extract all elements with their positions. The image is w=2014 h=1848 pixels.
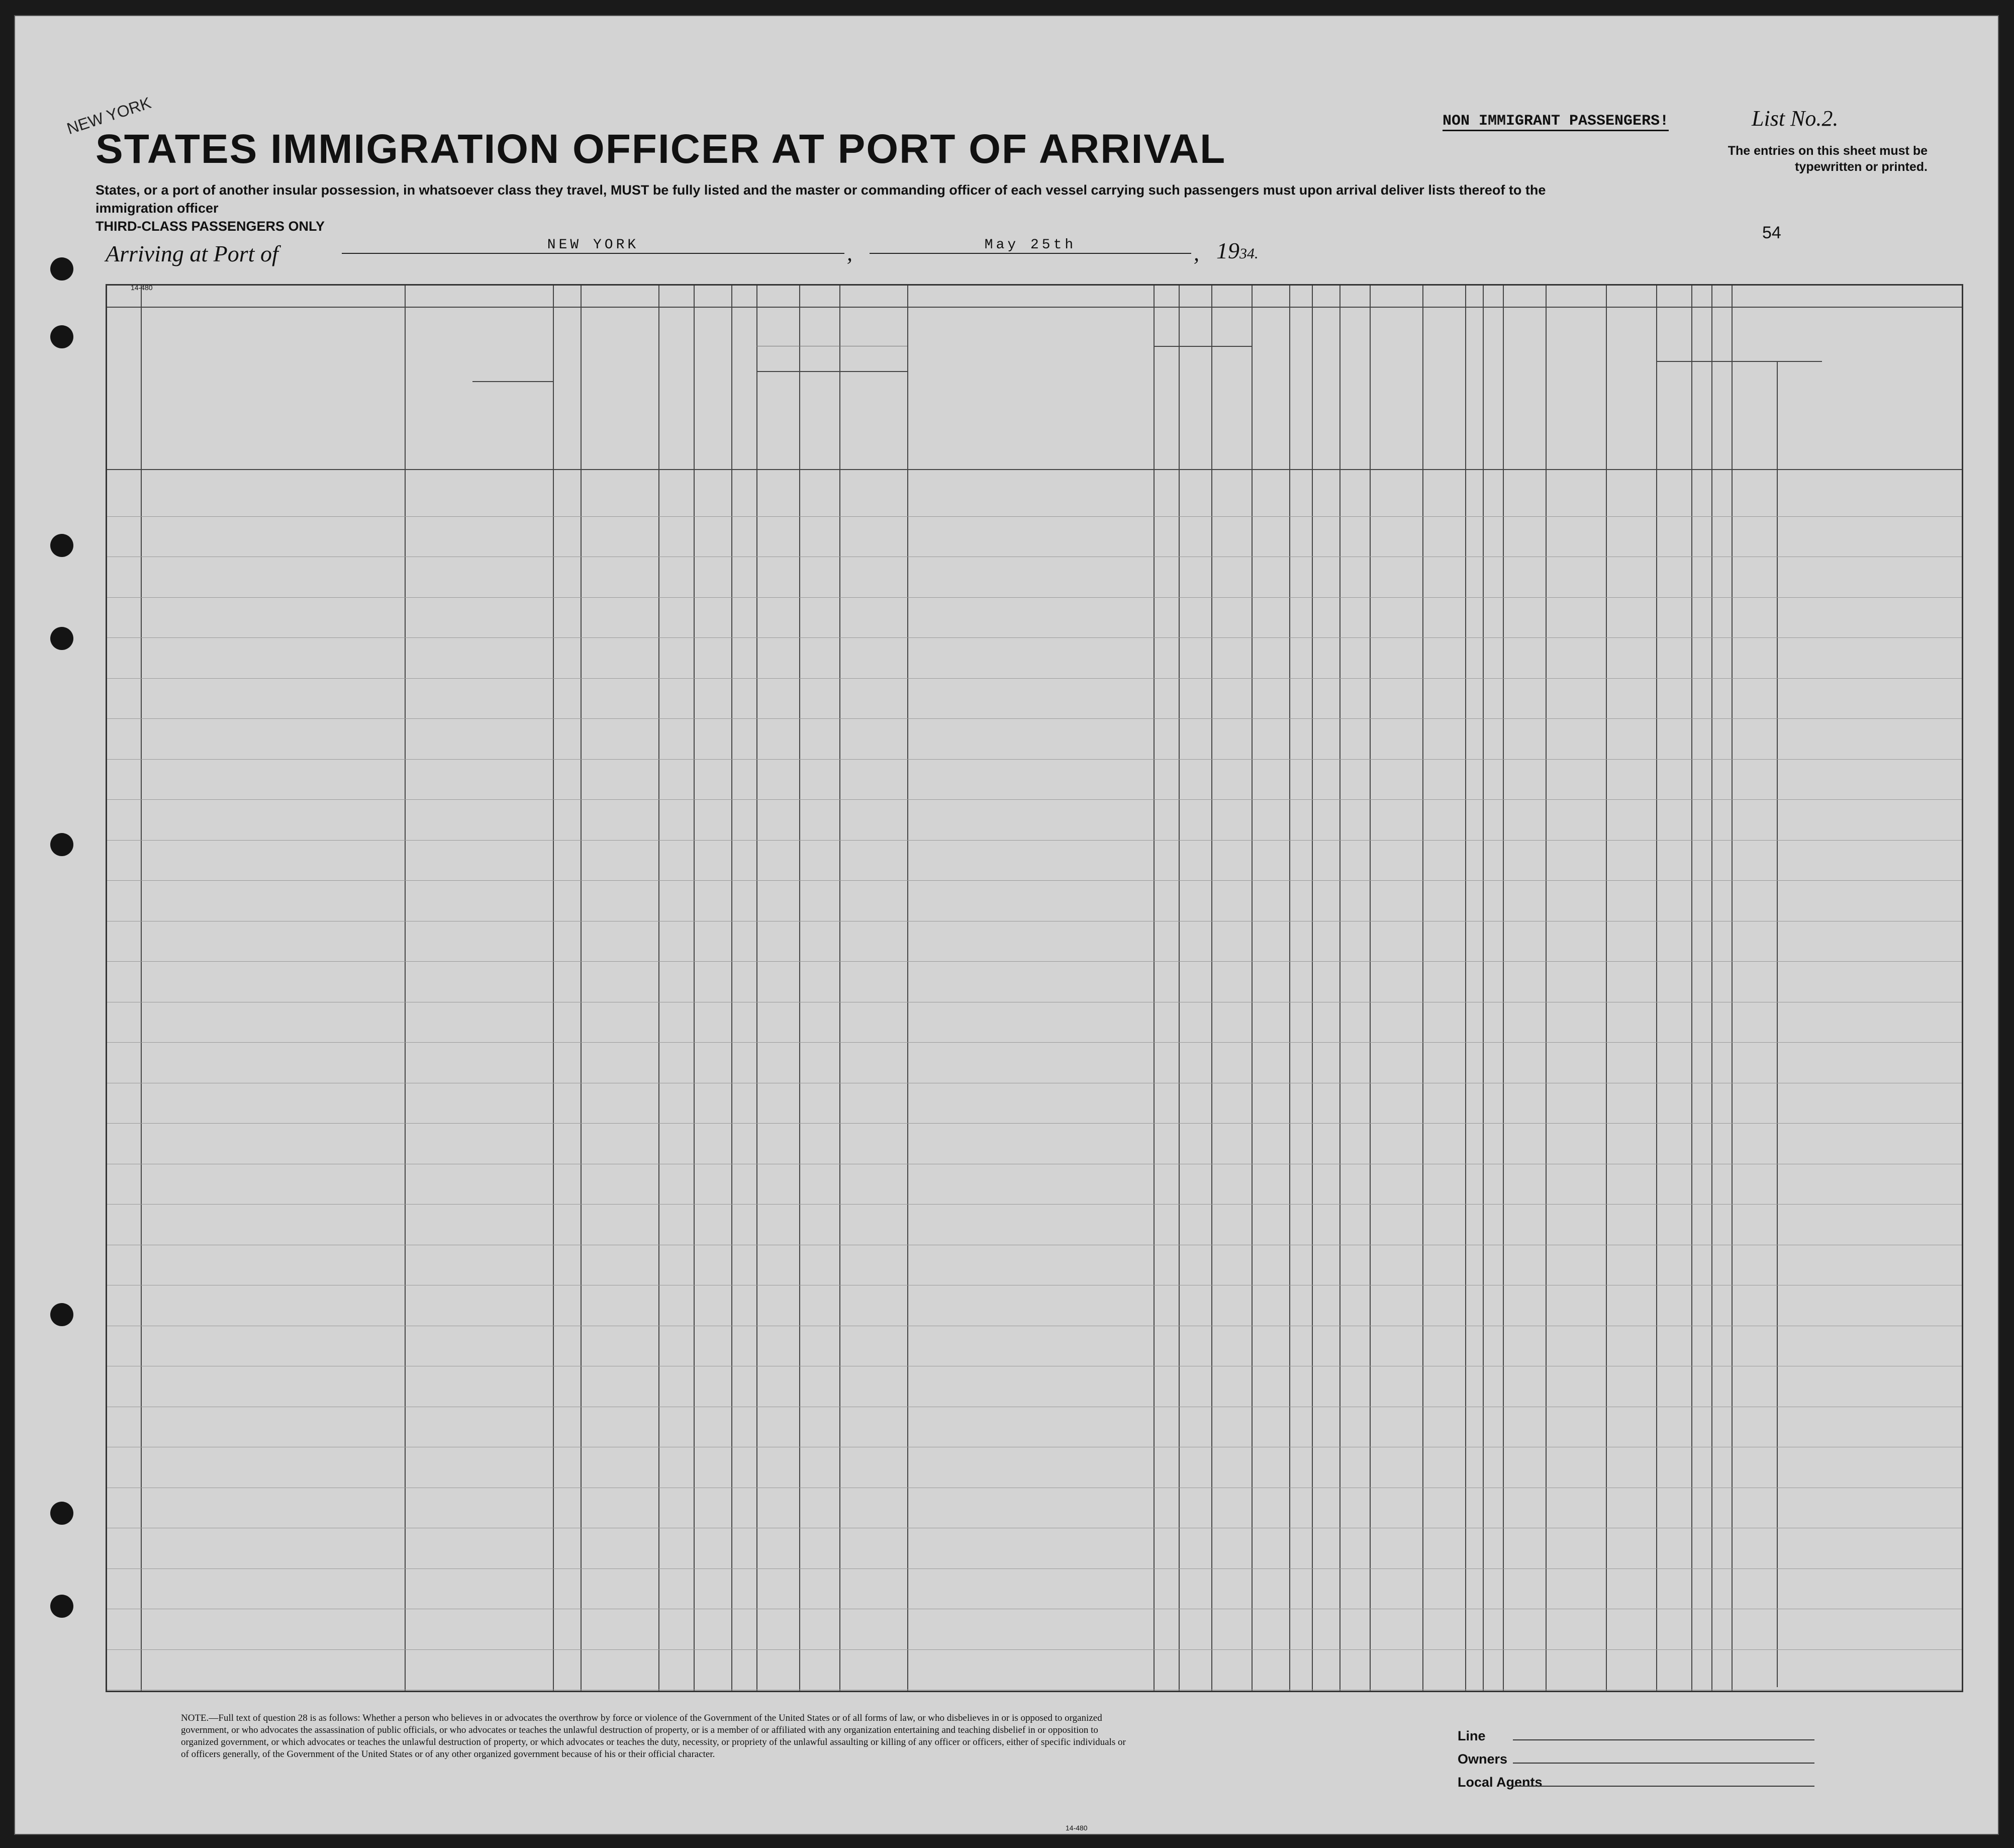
punch-hole-icon bbox=[50, 325, 73, 348]
row-divider bbox=[107, 1123, 1962, 1124]
column-divider bbox=[581, 286, 582, 1691]
column-divider bbox=[907, 286, 908, 1691]
header-divider bbox=[107, 307, 1962, 308]
manifest-sheet: NEW YORK STATES IMMIGRATION OFFICER AT PORT OF ARRIVAL States, or a port of another insular possession, in whatsoever class they travel, MUST be fully listed and the master or commanding officer of each vessel carrying such passengers must upon arrival deliver lists thereof to the immigration officer THIRD-CLASS PASSENGERS ONLY NON IMMIGRANT PASSENGERS! List No.2. The entries on this sheet must be typewritten or printed. 54 Arriving at Port of NEW YORK , May 25th , 1934. 14-480 NOTE.—Full text of question 28 is as follows: Whether a person who believes in or advocates the overthrow by force or violence of the Government of the United States or of all forms of law, or who disbelieves in or is opposed to organized government, or who advocates the assassination of public officials, or who advocates or teaches the unlawful destruction of property, or is a member of or affiliated with any organization entertaining and teaching disbelief in or opposition to organized government, or which advocates or teaches the unlawful destruction of property, or which advocates or teaches the duty, necessity, or propriety of the unlawful assaulting or killing of any officer or officers, either of specific individuals or of officers generally, of the Government of the United States or of any other organized government because of his or their official character. 14-480 Line Owners Local Agents bbox=[14, 15, 1999, 1835]
row-divider bbox=[107, 1204, 1962, 1205]
owners-label: Owners bbox=[1458, 1751, 1508, 1767]
punch-hole-icon bbox=[50, 1303, 73, 1326]
column-divider bbox=[1312, 286, 1313, 1691]
column-divider bbox=[1465, 286, 1466, 1691]
form-code: 14-480 bbox=[131, 284, 153, 292]
date-field: May 25th bbox=[870, 237, 1191, 254]
page-number: 54 bbox=[1762, 223, 1781, 242]
column-divider bbox=[141, 286, 142, 1691]
punch-hole-icon bbox=[50, 257, 73, 281]
port-field: NEW YORK bbox=[342, 237, 844, 254]
row-divider bbox=[107, 961, 1962, 962]
column-divider bbox=[1252, 286, 1253, 1691]
row-divider bbox=[107, 637, 1962, 638]
column-divider bbox=[1606, 286, 1607, 1691]
punch-hole-icon bbox=[50, 833, 73, 856]
list-number: List No.2. bbox=[1752, 106, 1839, 131]
column-divider bbox=[1370, 286, 1371, 1691]
row-divider bbox=[107, 880, 1962, 881]
column-divider bbox=[1732, 286, 1733, 1691]
column-divider bbox=[799, 286, 800, 1691]
row-divider bbox=[107, 1042, 1962, 1043]
column-divider bbox=[405, 286, 406, 1691]
column-divider bbox=[1691, 286, 1692, 1691]
row-divider bbox=[107, 678, 1962, 679]
column-divider bbox=[1211, 286, 1212, 1691]
row-divider bbox=[107, 718, 1962, 719]
year-field: 1934. bbox=[1216, 238, 1259, 263]
column-divider bbox=[1154, 286, 1155, 1691]
header-divider bbox=[107, 469, 1962, 470]
column-divider bbox=[658, 286, 659, 1691]
row-divider bbox=[107, 1649, 1962, 1650]
column-divider bbox=[1179, 286, 1180, 1691]
header-divider bbox=[756, 371, 907, 372]
row-divider bbox=[107, 840, 1962, 841]
column-divider bbox=[731, 286, 732, 1691]
column-divider bbox=[553, 286, 554, 1691]
column-divider bbox=[756, 286, 757, 1691]
page-title: STATES IMMIGRATION OFFICER AT PORT OF ARRIVAL bbox=[95, 126, 1226, 172]
column-divider bbox=[1422, 286, 1423, 1691]
column-divider bbox=[1546, 286, 1547, 1691]
punch-hole-icon bbox=[50, 1502, 73, 1525]
instruction-statement: States, or a port of another insular possession, in whatsoever class they travel, MUST be fully listed and the master or commanding officer of each vessel carrying such passengers must upon arrival deliver lists thereof to the immigration officer THIRD-CLASS PASSENGERS ONLY bbox=[95, 182, 1546, 234]
row-divider bbox=[107, 597, 1962, 598]
passenger-type-label: NON IMMIGRANT PASSENGERS! bbox=[1443, 113, 1669, 131]
header-divider bbox=[472, 381, 553, 382]
column-divider bbox=[1483, 286, 1484, 1691]
question-28-footnote: NOTE.—Full text of question 28 is as follows: Whether a person who believes in or advocates the overthrow by force or violence of the Government of the United States or of all forms of law, or who disbelieves in or is opposed to organized government, or who advocates the assassination of public officials, or who advocates or teaches the unlawful destruction of property, or is a member of or affiliated with any organization entertaining and teaching disbelief in or opposition to organized government, or which advocates or teaches the unlawful destruction of property, or which advocates or teaches the duty, necessity, or propriety of the unlawful assaulting or killing of any officer or officers, either of specific individuals or of officers generally, of the Government of the United States or of any other organized government because of his or their official character. bbox=[181, 1713, 1126, 1760]
row-divider bbox=[107, 799, 1962, 800]
punch-hole-icon bbox=[50, 627, 73, 650]
column-divider bbox=[694, 286, 695, 1691]
column-divider bbox=[1339, 286, 1340, 1691]
column-divider bbox=[1777, 361, 1778, 1687]
arriving-label: Arriving at Port of bbox=[106, 241, 278, 266]
column-divider bbox=[1711, 286, 1712, 1691]
entries-note: The entries on this sheet must be typewritten or printed. bbox=[1728, 144, 1928, 174]
row-divider bbox=[107, 1568, 1962, 1569]
new-york-stamp: NEW YORK bbox=[64, 94, 153, 138]
punch-hole-icon bbox=[50, 1595, 73, 1618]
column-divider bbox=[839, 286, 840, 1691]
punch-hole-icon bbox=[50, 534, 73, 557]
column-divider bbox=[1656, 286, 1657, 1691]
footer-form-code: 14-480 bbox=[1066, 1824, 1088, 1832]
manifest-table bbox=[106, 284, 1963, 1692]
header-divider bbox=[1656, 361, 1732, 362]
local-agents-label: Local Agents bbox=[1458, 1775, 1543, 1790]
row-divider bbox=[107, 759, 1962, 760]
header-divider bbox=[1154, 346, 1252, 347]
line-label: Line bbox=[1458, 1728, 1486, 1743]
row-divider bbox=[107, 516, 1962, 517]
column-divider bbox=[1503, 286, 1504, 1691]
column-divider bbox=[1289, 286, 1290, 1691]
